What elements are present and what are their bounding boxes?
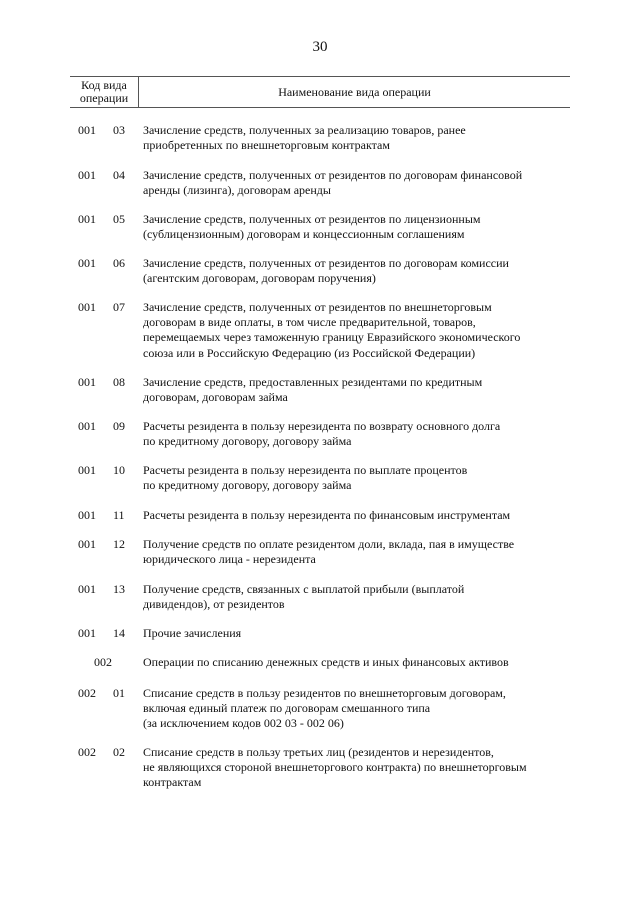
row-description: Получение средств, связанных с выплатой прибыли (выплатой дивидендов), от резидентов (143, 582, 465, 612)
row-code-group: 001 (78, 582, 96, 596)
row-code-sub: 12 (113, 537, 125, 551)
row-code-group: 001 (78, 168, 96, 182)
row-code-sub: 08 (113, 375, 125, 389)
row-code-group: 002 (94, 655, 112, 669)
row-code-sub: 03 (113, 123, 125, 137)
row-code-sub: 04 (113, 168, 125, 182)
row-description: Зачисление средств, полученных от резидентов по договорам комиссии (агентским договорам, договорам поручения) (143, 256, 509, 286)
row-code-group: 001 (78, 256, 96, 270)
row-code-sub: 06 (113, 256, 125, 270)
row-code-sub: 05 (113, 212, 125, 226)
row-code-sub: 02 (113, 745, 125, 759)
row-description: Зачисление средств, полученных за реализацию товаров, ранее приобретенных по внешнеторговым контрактам (143, 123, 466, 153)
page-number: 30 (312, 39, 328, 55)
row-code-group: 001 (78, 123, 96, 137)
row-code-sub: 07 (113, 300, 125, 314)
row-code-sub: 09 (113, 419, 125, 433)
row-code-group: 001 (78, 212, 96, 226)
row-code-group: 001 (78, 463, 96, 477)
row-description: Расчеты резидента в пользу нерезидента по финансовым инструментам (143, 508, 511, 522)
header-code-label (70, 79, 138, 105)
row-code-group: 001 (78, 300, 96, 314)
header-code-text: Код вида операции (79, 78, 129, 105)
row-code-sub: 13 (113, 582, 125, 596)
row-code-group: 001 (78, 537, 96, 551)
row-code-sub: 14 (113, 626, 125, 640)
row-code-sub: 10 (113, 463, 125, 477)
row-description: Списание средств в пользу резидентов по внешнеторговым договорам, включая единый платеж по договорам смешанного типа (за исключением кодов 002 03 - 002 06) (143, 686, 506, 731)
row-code-group: 001 (78, 508, 96, 522)
row-code-sub: 01 (113, 686, 125, 700)
row-code-group: 001 (78, 419, 96, 433)
row-description: Зачисление средств, полученных от резидентов по внешнеторговым договорам в виде оплаты, в том числе предварительной, товаров, перемещаемых через таможенную границу Евразийского экономического союза или в Российскую Федерацию (из Российской Федерации) (143, 300, 521, 360)
row-code-group: 002 (78, 686, 96, 700)
row-description: Зачисление средств, предоставленных резидентами по кредитным договорам, договорам займа (143, 375, 483, 405)
row-description: Зачисление средств, полученных от резидентов по договорам финансовой аренды (лизинга), договорам аренды (143, 168, 523, 198)
row-code-group: 002 (78, 745, 96, 759)
header-name-label: Наименование вида операции (278, 85, 431, 99)
row-description: Расчеты резидента в пользу нерезидента по выплате процентов по кредитному договору, договору займа (143, 463, 468, 493)
row-description: Операции по списанию денежных средств и иных финансовых активов (143, 655, 509, 669)
row-code-sub: 11 (113, 508, 125, 522)
row-description: Зачисление средств, полученных от резидентов по лицензионным (сублицензионным) договорам и концессионным соглашениям (143, 212, 481, 242)
row-description: Получение средств по оплате резидентом доли, вклада, пая в имуществе юридического лица - нерезидента (143, 537, 515, 567)
row-description: Прочие зачисления (143, 626, 242, 640)
table-header (70, 76, 570, 108)
row-description: Расчеты резидента в пользу нерезидента по возврату основного долга по кредитному договору, договору займа (143, 419, 501, 449)
row-code-group: 001 (78, 626, 96, 640)
row-code-group: 001 (78, 375, 96, 389)
row-description: Списание средств в пользу третьих лиц (резидентов и нерезидентов, не являющихся стороной внешнеторгового контракта) по внешнеторговым контрактам (143, 745, 527, 790)
